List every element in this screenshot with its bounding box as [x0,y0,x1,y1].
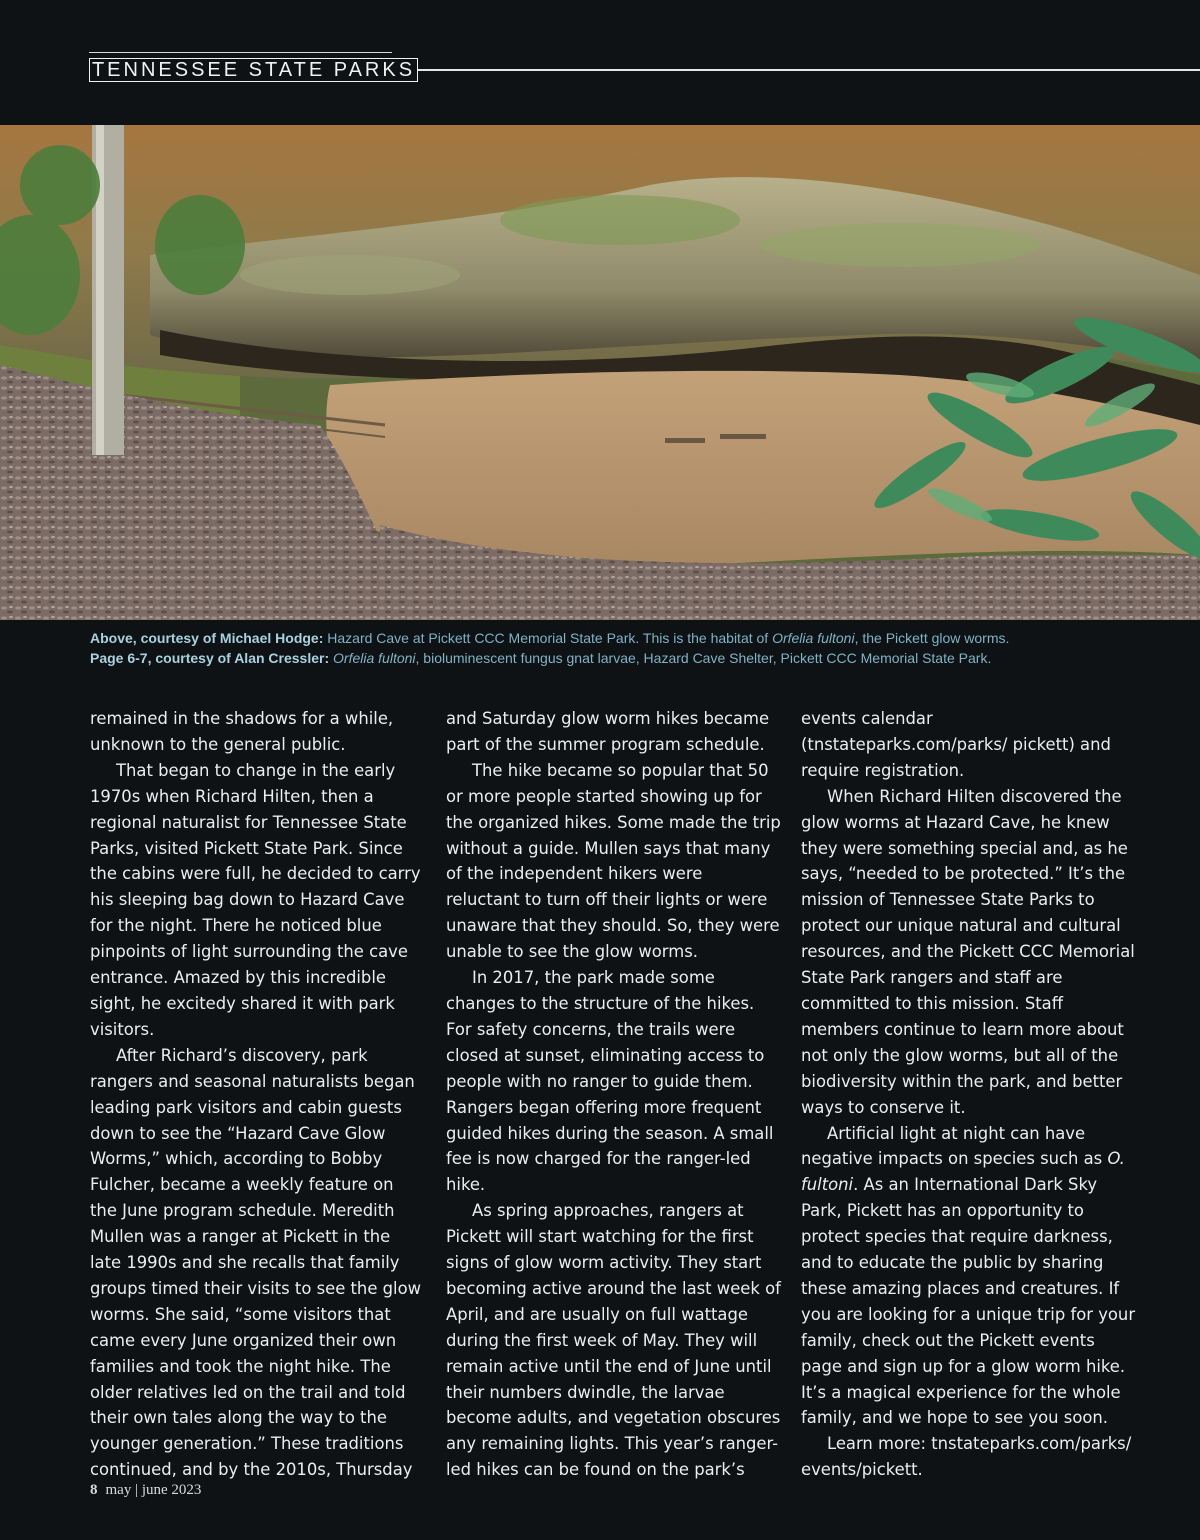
paragraph: In 2017, the park made some changes to the structure of the hikes. For safety concerns, the trails were closed at sunset, eliminating access to people with no ranger to guide them. Rangers began offering more frequent guided hikes during the season. A small fee is now charged for the ranger-led hike. [446,968,774,1195]
paragraph-text: Artificial light at night can have negative impacts on species such as [801,1123,1108,1169]
issue-date: may | june 2023 [105,1482,202,1498]
caption-italic-2: Orfelia fultoni [333,650,416,666]
caption-credit-2: Page 6-7, courtesy of Alan Cressler: [90,650,330,666]
paragraph: That began to change in the early 1970s when Richard Hilten, then a regional naturalist for Tennessee State Parks, visited Pickett State Park. Since the cabins were full, he decided to carry his sleeping bag down to Hazard Cave for the night. There he noticed blue pinpoints of light surrounding the cave entrance. Amazed by this incredible sight, he excitedy shared it with park visitors. [90,760,421,1039]
caption-line-1 [90,628,1150,648]
hazard-cave-photo [0,125,1200,620]
caption-credit-1: Above, courtesy of Michael Hodge: [90,630,324,646]
paragraph: events calendar (tnstateparks.com/parks/ pickett) and require registration. [801,709,1111,780]
paragraph: When Richard Hilten discovered the glow worms at Hazard Cave, he knew they were something special and, as he says, “needed to be protected.” It’s the mission of Tennessee State Parks to protect our unique natural and cultural resources, and the Pickett CCC Memorial State Park rangers and staff are committed to this mission. Staff members continue to learn more about not only the glow worms, but all of the biodiversity within the park, and better ways to conserve it. [801,786,1135,1117]
caption-line-2 [90,648,1150,668]
header-top-rule [89,52,392,53]
article-column-2 [446,706,781,1483]
paragraph: After Richard’s discovery, park rangers and seasonal naturalists began leading park visitors and cabin guests down to see the “Hazard Cave Glow Worms,” which, according to Bobby Fulcher, became a weekly feature on the June program schedule. Meredith Mullen was a ranger at Pickett in the late 1990s and she recalls that family groups timed their visits to see the glow worms. She said, “some visitors that came every June organized their own families and took the night hike. The older relatives led on the trail and told their own tales along the way to the younger generation.” These traditions continued, and by the 2010s, Thursday [90,1045,422,1480]
paragraph: remained in the shadows for a while, unknown to the general public. [90,709,394,754]
section-label: TENNESSEE STATE PARKS [89,58,418,82]
photo-caption [90,628,1150,668]
paragraph: As spring approaches, rangers at Pickett will start watching for the first signs of glow worm activity. They start becoming active around the last week of April, and are usually on full wattage during the first week of May. They will remain active until the end of June until their numbers dwindle, the larvae become adults, and vegetation obscures any remaining lights. This year’s ranger-led hikes can be found on the park’s [446,1201,781,1480]
article-column-3 [801,706,1136,1483]
caption-text-2: , bioluminescent fungus gnat larvae, Hazard Cave Shelter, Pickett CCC Memorial State Park. [415,650,992,666]
caption-text-1b: , the Pickett glow worms. [854,630,1010,646]
page-folio [90,1482,201,1499]
caption-text-1a: Hazard Cave at Pickett CCC Memorial State Park. This is the habitat of [323,630,773,646]
paragraph: Learn more: tnstateparks.com/parks/ events/pickett. [801,1434,1132,1480]
paragraph-text: . As an International Dark Sky Park, Pickett has an opportunity to protect species that require darkness, and to educate the public by sharing these amazing places and creatures. If you are looking for a unique trip for your family, check out the Pickett events page and sign up for a glow worm hike. It’s a magical experience for the whole family, and we hope to see you soon. [801,1175,1136,1428]
cave-illustration [0,125,1200,620]
page-number: 8 [90,1482,98,1498]
caption-italic-1: Orfelia fultoni [772,630,855,646]
header-rule [418,69,1200,71]
paragraph [801,1121,1136,1432]
article-column-1 [90,706,425,1483]
paragraph: and Saturday glow worm hikes became part of the summer program schedule. [446,709,770,754]
paragraph: The hike became so popular that 50 or more people started showing up for the organized hikes. Some made the trip without a guide. Mullen says that many of the independent hikers were reluctant to turn off their lights or were unaware that they should. So, they were unable to see the glow worms. [446,760,781,962]
species-name: O. fultoni [801,1149,1125,1195]
